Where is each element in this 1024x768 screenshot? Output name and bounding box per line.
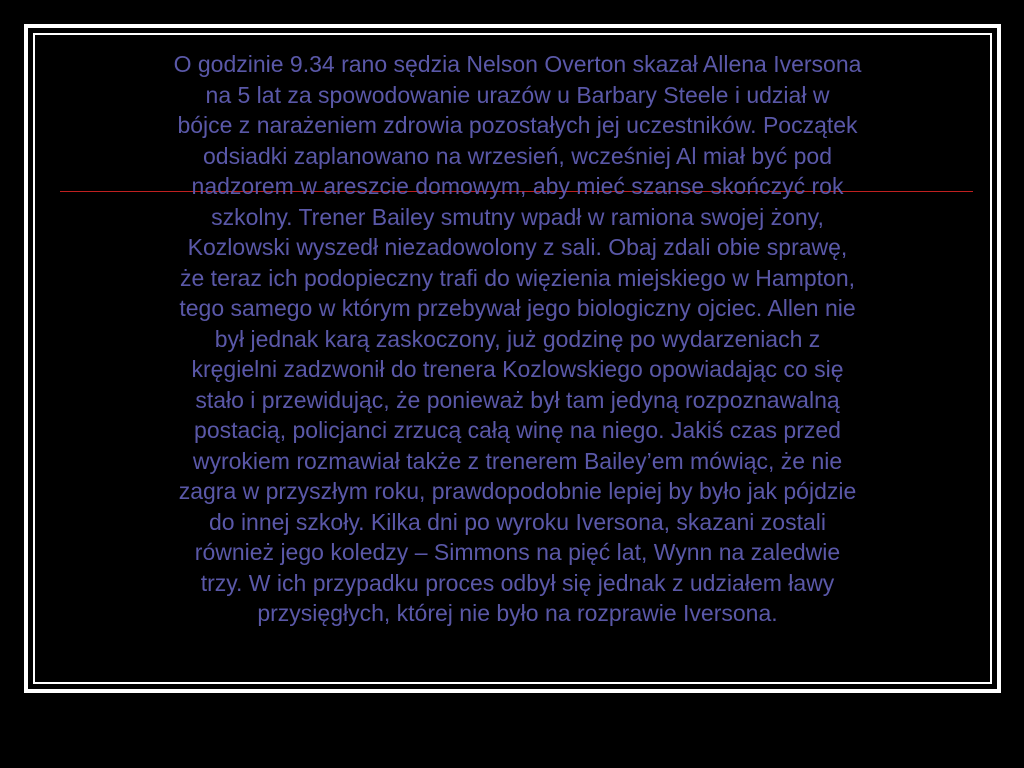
text-line: do innej szkoły. Kilka dni po wyroku Iversona, skazani zostali [208,508,827,535]
text-line: tego samego w którym przebywał jego biologiczny ojciec. Allen nie [179,295,856,321]
text-line: wyrokiem rozmawiał także z trenerem Bailey’em mówiąc, że nie [192,447,843,474]
text-line: na 5 lat za spowodowanie urazów u Barbary Steele i udział w [205,81,830,108]
text-line: stało i przewidując, że ponieważ był tam jedyną rozpoznawalną [195,386,840,413]
text-line: Kozlowski wyszedł niezadowolony z sali. Obaj zdali obie sprawę, [187,234,848,260]
slide-body-text [70,49,965,629]
text-line: szkolny. Trener Bailey smutny wpadł w ramiona swojej żony, [211,203,824,230]
text-line: nadzorem w areszcie domowym, aby mieć szanse skończyć rok [191,173,844,199]
text-line: był jednak karą zaskoczony, już godzinę po wydarzeniach z [214,325,821,352]
text-line: postacią, policjanci zrzucą całą winę na niego. Jakiś czas przed [194,417,841,443]
text-line: O godzinie 9.34 rano sędzia Nelson Overton skazał Allena Iversona [173,51,862,77]
text-line: trzy. W ich przypadku proces odbył się jednak z udziałem ławy [200,569,835,596]
text-line: również jego koledzy – Simmons na pięć lat, Wynn na zaledwie [194,539,841,565]
text-line: bójce z narażeniem zdrowia pozostałych jej uczestników. Początek [177,112,858,138]
text-line: kręgielni zadzwonił do trenera Kozlowskiego opowiadając co się [191,356,844,382]
text-line: że teraz ich podopieczny trafi do więzienia miejskiego w Hampton, [180,264,855,291]
text-line: zagra w przyszłym roku, prawdopodobnie lepiej by było jak pójdzie [178,478,857,504]
text-line: odsiadki zaplanowano na wrzesień, wcześniej Al miał być pod [202,142,832,169]
text-line: przysięgłych, której nie było na rozprawie Iversona. [257,600,778,626]
